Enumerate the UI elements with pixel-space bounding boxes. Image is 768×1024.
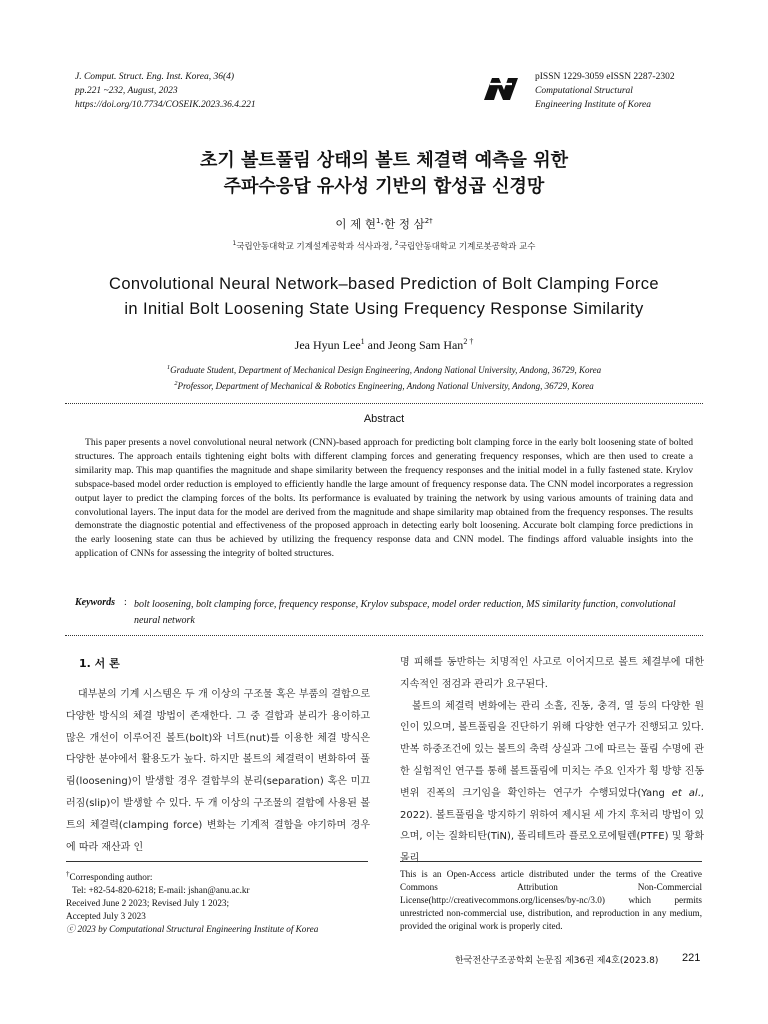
footnote-line-2[interactable]: Tel: +82-54-820-6218; E-mail: jshan@anu.ac.kr bbox=[72, 885, 250, 896]
author-and: and bbox=[364, 338, 388, 352]
affil-kr-sup-1: 1 bbox=[232, 240, 237, 248]
affil-kr-2: 국립안동대학교 기계로봇공학과 교수 bbox=[398, 242, 536, 252]
korean-title-line-1: 초기 볼트풀림 상태의 볼트 체결력 예측을 위한 bbox=[200, 150, 568, 171]
section-heading: 1. 서 론 bbox=[79, 657, 120, 670]
footnote-line-1: Corresponding author: bbox=[69, 872, 153, 883]
author-1-kr-sup: 1 bbox=[375, 217, 381, 226]
author-1-en: Jea Hyun Lee bbox=[294, 338, 361, 352]
org-line-1: Computational Structural bbox=[535, 86, 633, 96]
footnote-line-5: ⓒ 2023 by Computational Structural Engineering Institute of Korea bbox=[66, 924, 319, 935]
author-1-en-sup: 1 bbox=[360, 337, 365, 346]
footnote-rule-left bbox=[66, 861, 368, 862]
journal-logo-icon bbox=[482, 76, 520, 102]
intro-right-paragraph-1: 명 피해를 동반하는 치명적인 사고로 이어지므로 볼트 체결부에 대한 지속적인 점검과 관리가 요구된다. bbox=[400, 657, 704, 690]
affil-en-1: Graduate Student, Department of Mechanical Design Engineering, Andong National University, Andong, 36729, Korea bbox=[170, 365, 602, 375]
footnote-rule-right bbox=[400, 861, 702, 862]
english-title-line-1: Convolutional Neural Network–based Prediction of Bolt Clamping Force bbox=[109, 275, 659, 293]
abstract-heading: Abstract bbox=[363, 413, 405, 425]
author-1-kr: 이 제 현 bbox=[335, 217, 376, 231]
english-title-line-2: in Initial Bolt Loosening State Using Frequency Response Similarity bbox=[124, 300, 644, 318]
english-affiliation bbox=[0, 361, 768, 393]
citation-doi[interactable]: https://doi.org/10.7734/COSEIK.2023.36.4.221 bbox=[75, 100, 256, 110]
english-authors bbox=[0, 337, 768, 353]
para2-part-a: 볼트의 체결력 변화에는 관리 소홀, 진동, 충격, 열 등의 다양한 원인이 있으며, 볼트풀림을 진단하기 위해 다양한 연구가 진행되고 있다. 반복 하중조건에 있는 볼트의 축력 상실과 그에 따르는 풀림 수명에 관한 실험적인 연구를 통해 볼트풀림에 미치는 주요 인자가 횡 방향 진동 변위 진폭의 크기임을 확인하는 연구가 수행되었다(Yang bbox=[400, 700, 704, 799]
open-access-notice: This is an Open-Access article distributed under the terms of the Creative Commons Attribution Non-Commercial License(http://creativecommons.org/licenses/by-nc/3.0) which permits unrestricted non-commercial use, distribution, and reproduction in any medium, provided the original work is properly cited. bbox=[400, 869, 702, 931]
citation-line-1: J. Comput. Struct. Eng. Inst. Korea, 36(4) bbox=[75, 72, 235, 82]
page-number: 221 bbox=[682, 952, 701, 964]
issn: pISSN 1229-3059 eISSN 2287-2302 bbox=[535, 72, 675, 82]
abstract-body: This paper presents a novel convolutional neural network (CNN)-based approach for predicting bolt clamping force in the early bolt loosening state of bolted structures. The approach entails tightening eight bolts with different clamping forces and generating frequency responses, which are then used to create a similarity map. This map quantifies the magnitude and shape similarity between the frequency responses and the initial model in a fully fastened state. Krylov subspace-based model order reduction is employed to efficiently handle the large amount of frequency response data. The CNN model incorporates a regression output layer to predict the clamping forces of the bolts. Its performance is evaluated by training the network by using various amounts of training data and convolutional layers. The input data for the model are derived from the magnitude and shape similarity map obtained from the frequency responses. The results demonstrate the diagnostic potential and effectiveness of the proposed approach in detecting early bolt loosening. Accurate bolt clamping force predictions in the early loosening state can thus be achieved by utilizing the frequency response data and CNN model. The findings afford valuable insights into the application of CNNs for assessing the integrity of bolted structures. bbox=[75, 437, 693, 560]
author-2-kr: 한 정 삼 bbox=[384, 217, 425, 231]
intro-right-paragraph-2 bbox=[400, 696, 704, 870]
keywords-text: bolt loosening, bolt clamping force, frequency response, Krylov subspace, model order reduction, MS similarity function, convolutional neural network bbox=[134, 599, 676, 626]
footnote-dagger: † bbox=[66, 870, 70, 878]
author-2-en: Jeong Sam Han bbox=[387, 338, 464, 352]
korean-title bbox=[0, 148, 768, 200]
citation-line-2: pp.221 ~232, August, 2023 bbox=[75, 86, 178, 96]
korean-title-line-2: 주파수응답 유사성 기반의 합성곱 신경망 bbox=[223, 176, 545, 197]
org-line-2: Engineering Institute of Korea bbox=[535, 100, 652, 110]
affil-en-sup-2: 2 bbox=[174, 380, 178, 387]
para2-part-b: ., 2022). 볼트풀림을 방지하기 위하여 제시된 세 가지 후처리 방법이 있으며, 이는 질화티탄(TiN), 폴리테트라 플로오로에틸렌(PTFE) 및 황화몰리 bbox=[400, 787, 704, 865]
author-2-en-sup: 2 † bbox=[463, 337, 474, 346]
footnote-line-4: Accepted July 3 2023 bbox=[66, 911, 146, 922]
keywords-colon: : bbox=[124, 597, 127, 608]
author-separator: · bbox=[380, 217, 385, 231]
korean-affiliation bbox=[0, 240, 768, 252]
english-title bbox=[40, 272, 728, 322]
divider-bottom bbox=[65, 635, 703, 636]
journal-issn-block bbox=[535, 70, 675, 112]
korean-authors bbox=[0, 216, 768, 232]
affil-kr-1: 국립안동대학교 기계설계공학과 석사과정, bbox=[236, 242, 395, 252]
affil-en-2: Professor, Department of Mechanical & Robotics Engineering, Andong National University, Andong, 36729, Korea bbox=[177, 381, 594, 391]
corresponding-author-footnote bbox=[66, 868, 370, 936]
intro-left-paragraph: 대부분의 기계 시스템은 두 개 이상의 구조물 혹은 부품의 결합으로 다양한 방식의 체결 방법이 존재한다. 그 중 결합과 분리가 용이하고 많은 개선이 이루어진 볼트(bolt)와 너트(nut)를 이용한 체결 방식은 다양한 분야에서 활용도가 높다. 하지만 볼트의 체결력이 변화하여 풀림(loosening)이 발생할 경우 결합부의 분리(separation) 혹은 미끄러짐(slip)이 발생할 수 있다. 두 개 이상의 구조물의 결합에 사용된 볼트의 체결력(clamping force) 변화는 기계적 결함을 야기하며 경우에 따라 재산과 인 bbox=[66, 689, 370, 853]
affil-kr-sup-2: 2 bbox=[394, 240, 399, 248]
journal-citation bbox=[75, 70, 256, 112]
affil-en-sup-1: 1 bbox=[166, 364, 171, 371]
divider-top bbox=[65, 403, 703, 404]
author-2-kr-sup: 2† bbox=[424, 217, 433, 226]
keywords-label: Keywords bbox=[75, 597, 115, 608]
footer-journal-name: 한국전산구조공학회 논문집 제36권 제4호(2023.8) bbox=[455, 956, 659, 966]
para2-et-al: et al bbox=[671, 787, 698, 799]
footnote-line-3: Received June 2 2023; Revised July 1 2023; bbox=[66, 898, 230, 909]
intro-right-column bbox=[400, 652, 704, 870]
